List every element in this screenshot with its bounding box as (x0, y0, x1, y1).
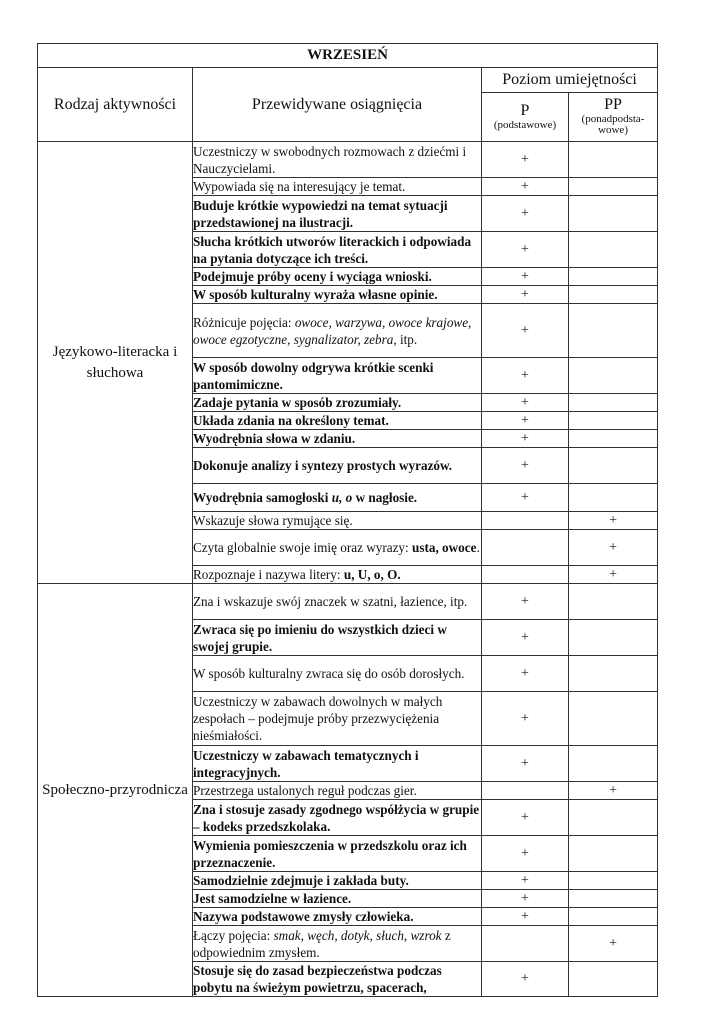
plus-mark: + (521, 890, 529, 906)
table-body (38, 142, 658, 997)
plus-mark: + (609, 782, 617, 798)
achievement-segment: Przestrzega ustalonych reguł podczas gier. (193, 783, 417, 798)
level-p-cell (482, 304, 569, 358)
header-level: Poziom umiejętności (482, 68, 658, 93)
plus-mark: + (521, 489, 529, 505)
achievement-text (193, 484, 482, 512)
level-pp-cell (569, 620, 658, 656)
level-p-cell (482, 530, 569, 566)
achievement-text (193, 656, 482, 692)
level-p-cell (482, 692, 569, 746)
header-activity: Rodzaj aktywności (38, 68, 193, 142)
achievement-segment: Wyodrębnia samogłoski (193, 490, 332, 505)
achievement-segment: . (476, 540, 480, 555)
achievement-segment: Uczestniczy w zabawach dowolnych w małych zespołach – podejmuje próby przezwyciężenia nieśmiałości. (193, 694, 443, 743)
plus-mark: + (521, 286, 529, 302)
achievement-segment: u, U, o, O. (343, 567, 401, 582)
plus-mark: + (521, 268, 529, 284)
achievement-segment: Słucha krótkich utworów literackich i odpowiada na pytania dotyczące ich treści. (193, 233, 472, 266)
achievement-segment: Dokonuje analizy i syntezy prostych wyrazów. (193, 458, 453, 473)
level-p-cell (482, 430, 569, 448)
plus-mark: + (521, 430, 529, 446)
achievement-text (193, 232, 482, 268)
level-p-cell (482, 232, 569, 268)
level-p-cell (482, 620, 569, 656)
header-level-p (482, 93, 569, 142)
achievement-segment: Podejmuje próby oceny i wyciąga wnioski. (193, 269, 432, 284)
level-pp-cell (569, 142, 658, 178)
level-pp-cell (569, 566, 658, 584)
achievement-segment: itp. (396, 331, 418, 347)
plus-mark: + (609, 539, 617, 555)
level-p-cell (482, 746, 569, 782)
level-p-cell (482, 908, 569, 926)
achievement-text (193, 584, 482, 620)
level-pp-cell (569, 908, 658, 926)
achievement-segment: smak, węch, dotyk, słuch, wzrok (273, 927, 442, 943)
level-pp-cell (569, 232, 658, 268)
achievement-segment: Wypowiada się na interesujący je temat. (193, 179, 406, 194)
plus-mark: + (521, 394, 529, 410)
level-pp-cell (569, 836, 658, 872)
level-pp-cell (569, 178, 658, 196)
level-p-cell (482, 890, 569, 908)
plus-mark: + (521, 665, 529, 681)
achievement-segment: Uczestniczy w zabawach tematycznych i integracyjnych. (193, 747, 419, 780)
achievement-segment: Zadaje pytania w sposób zrozumiały. (193, 395, 402, 410)
achievement-text (193, 962, 482, 997)
achievement-segment: W sposób kulturalny wyraża własne opinie. (193, 287, 438, 302)
level-pp-cell (569, 782, 658, 800)
level-pp-cell (569, 268, 658, 286)
plus-mark: + (521, 151, 529, 167)
level-pp-cell (569, 448, 658, 484)
level-pp-cell (569, 584, 658, 620)
achievement-segment: Łączy pojęcia: (193, 927, 274, 943)
activity-category: Językowo-literacka i słuchowa (38, 142, 193, 584)
plus-mark: + (521, 908, 529, 924)
level-pp-cell (569, 196, 658, 232)
achievement-text (193, 196, 482, 232)
achievement-text (193, 926, 482, 962)
achievement-text (193, 268, 482, 286)
level-p-cell (482, 926, 569, 962)
plus-mark: + (521, 322, 529, 338)
achievement-segment: w nagłosie. (352, 490, 418, 505)
level-pp-cell (569, 430, 658, 448)
level-pp-cell (569, 890, 658, 908)
achievement-text (193, 746, 482, 782)
achievement-text (193, 800, 482, 836)
achievement-segment: Rozpoznaje i nazywa litery: (193, 567, 344, 582)
level-p-cell (482, 800, 569, 836)
achievement-segment: Zna i stosuje zasady zgodnego współżycia w grupie – kodeks przedszkolaka. (193, 801, 480, 834)
achievement-segment: Uczestniczy w swobodnych rozmowach z dziećmi i Nauczycielami. (193, 143, 467, 176)
plus-mark: + (521, 205, 529, 221)
level-p-cell (482, 286, 569, 304)
achievement-text (193, 782, 482, 800)
plus-mark: + (521, 710, 529, 726)
activity-category: Społeczno-przyrodnicza (38, 584, 193, 997)
level-p-description: (podstawowe) (493, 118, 557, 131)
level-pp-description: (ponadpodsta-wowe) (581, 112, 645, 137)
plus-mark: + (609, 566, 617, 582)
level-p-cell (482, 872, 569, 890)
level-p-cell (482, 268, 569, 286)
achievement-segment: Nazywa podstawowe zmysły człowieka. (193, 909, 414, 924)
achievement-text (193, 412, 482, 430)
achievement-segment: Różnicuje pojęcia: (193, 314, 295, 330)
achievement-text (193, 448, 482, 484)
plus-mark: + (521, 241, 529, 257)
level-pp-cell (569, 926, 658, 962)
plus-mark: + (609, 512, 617, 528)
level-p-cell (482, 358, 569, 394)
level-p-cell (482, 566, 569, 584)
level-pp-cell (569, 746, 658, 782)
achievement-segment: usta, owoce (412, 540, 477, 555)
level-p-cell (482, 512, 569, 530)
level-p-cell (482, 782, 569, 800)
plus-mark: + (521, 845, 529, 861)
plus-mark: + (521, 629, 529, 645)
achievement-segment: Wymienia pomieszczenia w przedszkolu oraz ich przeznaczenie. (193, 837, 467, 870)
achievement-segment: Jest samodzielne w łazience. (193, 891, 352, 906)
achievement-segment: u, o (331, 490, 353, 505)
achievement-text (193, 836, 482, 872)
table-row (38, 142, 658, 178)
level-pp-cell (569, 394, 658, 412)
level-p-cell (482, 178, 569, 196)
achievement-text (193, 142, 482, 178)
level-pp-cell (569, 286, 658, 304)
level-p-cell (482, 962, 569, 997)
level-p-cell (482, 412, 569, 430)
achievement-text (193, 430, 482, 448)
achievement-text (193, 394, 482, 412)
achievement-segment: z odpowiednim zmysłem. (193, 927, 451, 960)
achievement-text (193, 890, 482, 908)
plus-mark: + (521, 457, 529, 473)
achievement-segment: Zna i wskazuje swój znaczek w szatni, łazience, itp. (193, 594, 468, 609)
level-pp-cell (569, 692, 658, 746)
table-row (38, 584, 658, 620)
level-pp-code: PP (604, 96, 622, 114)
level-pp-cell (569, 512, 658, 530)
level-pp-cell (569, 872, 658, 890)
plus-mark: + (521, 412, 529, 428)
achievement-segment: Wskazuje słowa rymujące się. (193, 513, 353, 528)
level-pp-cell (569, 358, 658, 394)
achievement-text (193, 304, 482, 358)
month-title: WRZESIEŃ (38, 44, 658, 68)
level-pp-cell (569, 530, 658, 566)
plus-mark: + (609, 935, 617, 951)
plus-mark: + (521, 971, 529, 986)
level-p-cell (482, 142, 569, 178)
achievement-text (193, 286, 482, 304)
achievement-text (193, 178, 482, 196)
achievement-segment: owoce, warzywa, owoce krajowe, owoce egzotyczne, sygnalizator, zebra, (193, 314, 472, 347)
achievement-segment: Zwraca się po imieniu do wszystkich dzieci w swojej grupie. (193, 621, 447, 654)
level-pp-cell (569, 962, 658, 997)
level-p-code: P (520, 101, 530, 119)
plus-mark: + (521, 593, 529, 609)
achievement-text (193, 692, 482, 746)
level-p-cell (482, 584, 569, 620)
achievement-segment: Stosuje się do zasad bezpieczeństwa podczas pobytu na świeżym powietrzu, spacerach, (193, 963, 442, 995)
header-level-pp (569, 93, 658, 142)
level-p-cell (482, 394, 569, 412)
plus-mark: + (521, 872, 529, 888)
level-pp-cell (569, 656, 658, 692)
level-pp-cell (569, 484, 658, 512)
plus-mark: + (521, 178, 529, 194)
level-pp-cell (569, 800, 658, 836)
level-p-cell (482, 448, 569, 484)
achievement-text (193, 908, 482, 926)
level-pp-cell (569, 412, 658, 430)
level-pp-cell (569, 304, 658, 358)
level-p-cell (482, 484, 569, 512)
achievement-segment: Buduje krótkie wypowiedzi na temat sytuacji przedstawionej na ilustracji. (193, 197, 448, 230)
achievement-segment: Wyodrębnia słowa w zdaniu. (193, 431, 356, 446)
plus-mark: + (521, 755, 529, 771)
header-achievements: Przewidywane osiągnięcia (193, 68, 482, 142)
achievement-text (193, 566, 482, 584)
plus-mark: + (521, 367, 529, 383)
level-p-cell (482, 196, 569, 232)
achievement-text (193, 512, 482, 530)
achievement-segment: Układa zdania na określony temat. (193, 413, 389, 428)
achievement-segment: W sposób dowolny odgrywa krótkie scenki pantomimiczne. (193, 359, 434, 392)
plus-mark: + (521, 809, 529, 825)
achievement-text (193, 620, 482, 656)
level-p-cell (482, 656, 569, 692)
achievement-text (193, 530, 482, 566)
achievements-table (37, 43, 658, 997)
achievement-segment: W sposób kulturalny zwraca się do osób dorosłych. (193, 666, 465, 681)
achievement-text (193, 872, 482, 890)
achievement-segment: Czyta globalnie swoje imię oraz wyrazy: (193, 540, 412, 555)
achievement-text (193, 358, 482, 394)
level-p-cell (482, 836, 569, 872)
achievement-segment: Samodzielnie zdejmuje i zakłada buty. (193, 873, 409, 888)
